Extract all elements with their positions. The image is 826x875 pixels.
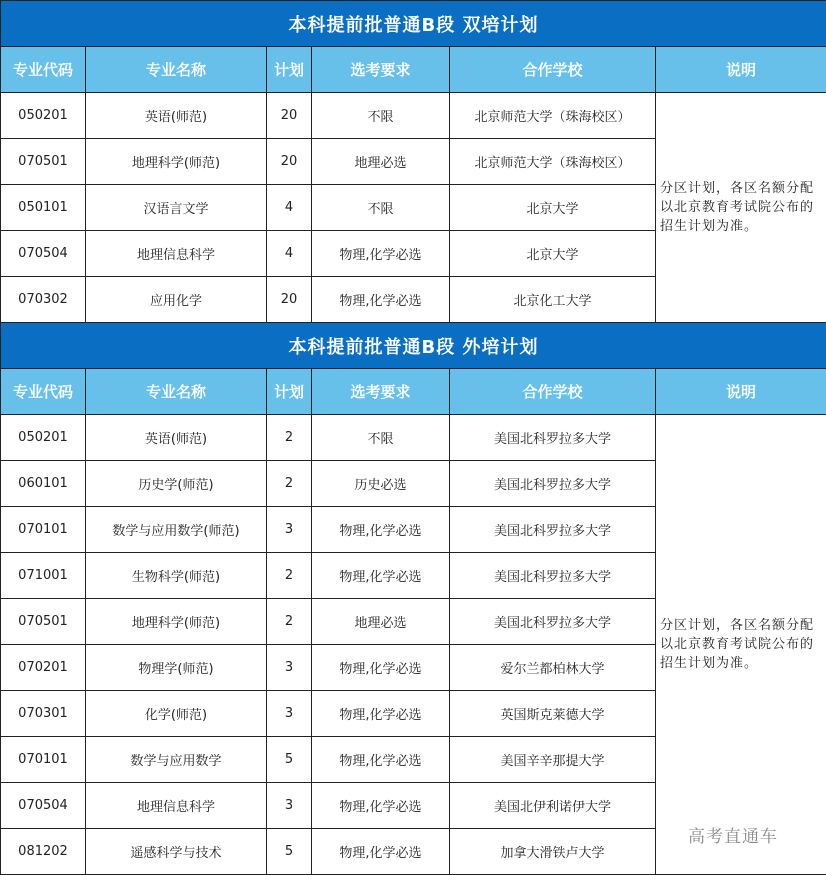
column-header: 选考要求: [312, 47, 450, 93]
cell-code: 070101: [1, 737, 86, 783]
cell-plan: 2: [267, 461, 312, 507]
cell-req: 物理,化学必选: [312, 737, 450, 783]
cell-name: 化学(师范): [86, 691, 267, 737]
cell-code: 070301: [1, 691, 86, 737]
cell-plan: 3: [267, 691, 312, 737]
note-cell: 分区计划，各区名额分配以北京教育考试院公布的招生计划为准。: [656, 415, 826, 875]
cell-req: 不限: [312, 93, 450, 139]
cell-code: 071001: [1, 553, 86, 599]
cell-code: 060101: [1, 461, 86, 507]
cell-school: 美国北科罗拉多大学: [450, 553, 656, 599]
watermark: 高考直通车: [688, 827, 778, 847]
column-header: 专业名称: [86, 369, 267, 415]
cell-school: 北京师范大学（珠海校区）: [450, 139, 656, 185]
column-header: 选考要求: [312, 369, 450, 415]
cell-req: 物理,化学必选: [312, 645, 450, 691]
cell-school: 美国辛辛那提大学: [450, 737, 656, 783]
column-header: 计划: [267, 47, 312, 93]
cell-name: 地理科学(师范): [86, 139, 267, 185]
column-header: 说明: [656, 47, 826, 93]
cell-req: 物理,化学必选: [312, 829, 450, 875]
cell-plan: 5: [267, 737, 312, 783]
cell-name: 英语(师范): [86, 415, 267, 461]
cell-plan: 20: [267, 277, 312, 323]
cell-code: 050101: [1, 185, 86, 231]
cell-name: 数学与应用数学(师范): [86, 507, 267, 553]
cell-name: 地理信息科学: [86, 783, 267, 829]
cell-name: 地理信息科学: [86, 231, 267, 277]
cell-req: 不限: [312, 185, 450, 231]
cell-req: 物理,化学必选: [312, 277, 450, 323]
cell-req: 地理必选: [312, 599, 450, 645]
cell-plan: 2: [267, 553, 312, 599]
cell-plan: 3: [267, 783, 312, 829]
cell-plan: 20: [267, 93, 312, 139]
cell-school: 爱尔兰都柏林大学: [450, 645, 656, 691]
column-header: 合作学校: [450, 47, 656, 93]
cell-code: 070302: [1, 277, 86, 323]
cell-school: 美国北科罗拉多大学: [450, 599, 656, 645]
column-header: 专业代码: [1, 47, 86, 93]
cell-name: 汉语言文学: [86, 185, 267, 231]
note-cell: 分区计划，各区名额分配以北京教育考试院公布的招生计划为准。: [656, 93, 826, 323]
cell-plan: 3: [267, 507, 312, 553]
cell-req: 物理,化学必选: [312, 691, 450, 737]
cell-code: 070501: [1, 139, 86, 185]
cell-name: 地理科学(师范): [86, 599, 267, 645]
column-header: 说明: [656, 369, 826, 415]
cell-name: 物理学(师范): [86, 645, 267, 691]
cell-req: 地理必选: [312, 139, 450, 185]
cell-code: 050201: [1, 93, 86, 139]
plan-table-1: [0, 322, 826, 875]
cell-code: 070201: [1, 645, 86, 691]
cell-name: 生物科学(师范): [86, 553, 267, 599]
cell-code: 081202: [1, 829, 86, 875]
cell-school: 北京化工大学: [450, 277, 656, 323]
cell-code: 070101: [1, 507, 86, 553]
cell-plan: 2: [267, 415, 312, 461]
cell-school: 加拿大滑铁卢大学: [450, 829, 656, 875]
column-header: 专业代码: [1, 369, 86, 415]
cell-req: 历史必选: [312, 461, 450, 507]
cell-plan: 4: [267, 231, 312, 277]
cell-school: 英国斯克莱德大学: [450, 691, 656, 737]
cell-school: 北京大学: [450, 185, 656, 231]
cell-code: 070504: [1, 783, 86, 829]
cell-school: 北京师范大学（珠海校区）: [450, 93, 656, 139]
cell-plan: 4: [267, 185, 312, 231]
cell-code: 070501: [1, 599, 86, 645]
section-title: 本科提前批普通B段 双培计划: [1, 1, 826, 47]
column-header: 专业名称: [86, 47, 267, 93]
cell-plan: 20: [267, 139, 312, 185]
cell-name: 历史学(师范): [86, 461, 267, 507]
plan-table-0: [0, 0, 826, 323]
cell-req: 物理,化学必选: [312, 231, 450, 277]
cell-school: 北京大学: [450, 231, 656, 277]
table-row: [1, 93, 826, 139]
cell-code: 050201: [1, 415, 86, 461]
table-row: [1, 415, 826, 461]
cell-school: 美国北科罗拉多大学: [450, 507, 656, 553]
cell-school: 美国北科罗拉多大学: [450, 415, 656, 461]
column-header: 合作学校: [450, 369, 656, 415]
cell-school: 美国北科罗拉多大学: [450, 461, 656, 507]
cell-code: 070504: [1, 231, 86, 277]
column-header: 计划: [267, 369, 312, 415]
cell-req: 物理,化学必选: [312, 783, 450, 829]
cell-plan: 2: [267, 599, 312, 645]
cell-name: 遥感科学与技术: [86, 829, 267, 875]
cell-plan: 3: [267, 645, 312, 691]
cell-school: 美国北伊利诺伊大学: [450, 783, 656, 829]
cell-name: 英语(师范): [86, 93, 267, 139]
cell-req: 不限: [312, 415, 450, 461]
cell-req: 物理,化学必选: [312, 507, 450, 553]
cell-plan: 5: [267, 829, 312, 875]
cell-name: 数学与应用数学: [86, 737, 267, 783]
section-title: 本科提前批普通B段 外培计划: [1, 323, 826, 369]
cell-name: 应用化学: [86, 277, 267, 323]
cell-req: 物理,化学必选: [312, 553, 450, 599]
